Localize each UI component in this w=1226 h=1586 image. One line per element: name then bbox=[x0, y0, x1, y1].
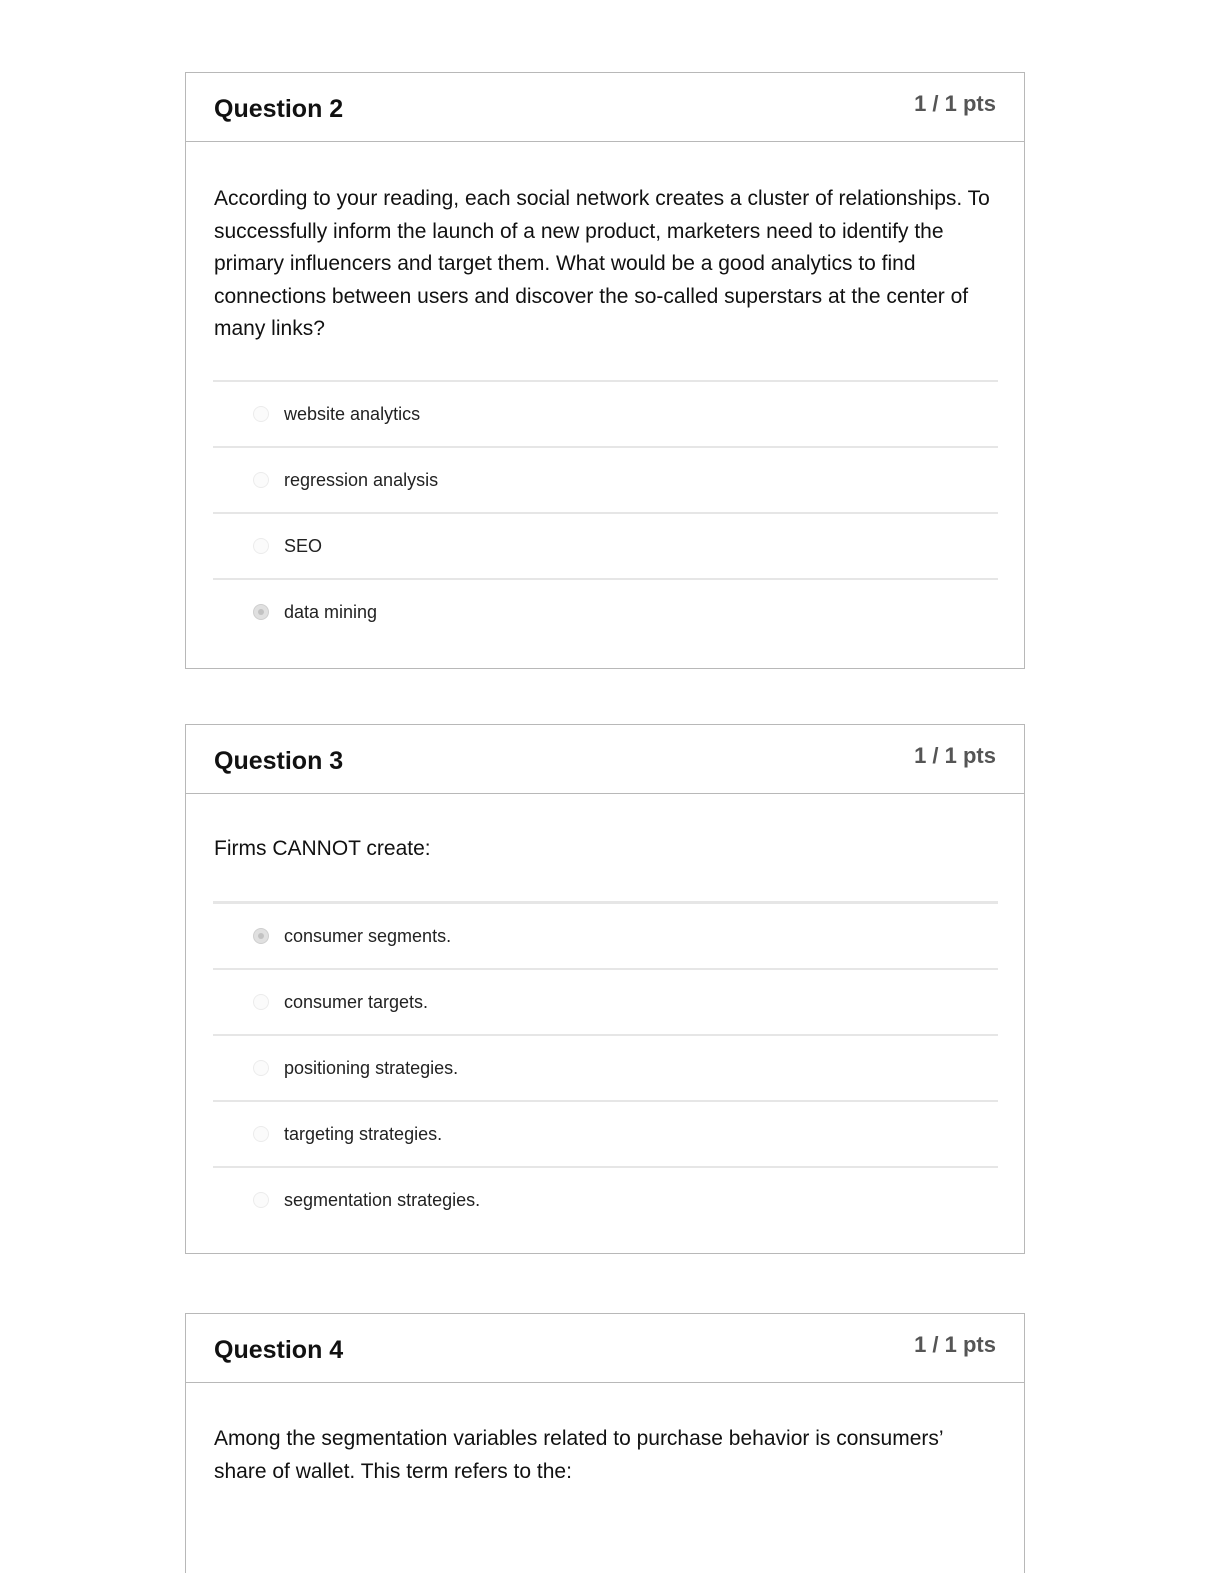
radio-button[interactable] bbox=[253, 1192, 269, 1208]
answer-label: consumer segments. bbox=[284, 925, 452, 946]
answer-option[interactable] bbox=[213, 512, 998, 578]
answer-option[interactable] bbox=[213, 1034, 998, 1100]
answer-label: regression analysis bbox=[284, 469, 439, 490]
radio-button[interactable] bbox=[253, 1126, 269, 1142]
answer-label: consumer targets. bbox=[284, 991, 429, 1012]
question-points: 1 / 1 pts bbox=[914, 743, 996, 768]
answer-option[interactable] bbox=[213, 968, 998, 1034]
answer-label: data mining bbox=[284, 601, 378, 622]
question-body bbox=[186, 833, 1024, 1232]
answer-option[interactable] bbox=[213, 380, 998, 446]
question-points: 1 / 1 pts bbox=[914, 91, 996, 116]
radio-button[interactable] bbox=[253, 406, 269, 422]
radio-button[interactable] bbox=[253, 472, 269, 488]
answer-label: segmentation strategies. bbox=[284, 1189, 481, 1210]
answer-label: targeting strategies. bbox=[284, 1123, 443, 1144]
answer-option[interactable] bbox=[213, 1100, 998, 1166]
answer-option-selected[interactable] bbox=[213, 901, 998, 968]
question-text: Among the segmentation variables related to purchase behavior is consumers’ share of wallet. This term refers to the: bbox=[214, 1427, 943, 1483]
question-title: Question 2 bbox=[214, 95, 344, 123]
answer-list bbox=[214, 901, 998, 1232]
answer-list bbox=[214, 380, 998, 644]
answer-option[interactable] bbox=[213, 1166, 998, 1232]
question-card-4 bbox=[185, 1313, 1025, 1573]
question-body bbox=[186, 1423, 1024, 1488]
question-text: Firms CANNOT create: bbox=[214, 837, 431, 860]
question-card-2 bbox=[185, 72, 1025, 669]
question-body bbox=[186, 183, 1024, 644]
question-title: Question 4 bbox=[214, 1336, 344, 1364]
radio-button-selected[interactable] bbox=[253, 604, 269, 620]
question-header bbox=[186, 73, 1024, 142]
answer-label: website analytics bbox=[284, 403, 421, 424]
answer-label: positioning strategies. bbox=[284, 1057, 459, 1078]
question-text: According to your reading, each social network creates a cluster of relationships. To successfully inform the launch of a new product, marketers need to identify the primary influencers and target them. What would be a good analytics to find connections between users and discover the so-called superstars at the center of many links? bbox=[214, 187, 990, 340]
radio-button[interactable] bbox=[253, 994, 269, 1010]
question-header bbox=[186, 1314, 1024, 1383]
question-header bbox=[186, 725, 1024, 794]
question-points: 1 / 1 pts bbox=[914, 1332, 996, 1357]
radio-button[interactable] bbox=[253, 538, 269, 554]
answer-label: SEO bbox=[284, 535, 323, 556]
answer-option-selected[interactable] bbox=[213, 578, 998, 644]
radio-button[interactable] bbox=[253, 1060, 269, 1076]
question-title: Question 3 bbox=[214, 747, 344, 775]
answer-option[interactable] bbox=[213, 446, 998, 512]
question-card-3 bbox=[185, 724, 1025, 1254]
radio-button-selected[interactable] bbox=[253, 928, 269, 944]
